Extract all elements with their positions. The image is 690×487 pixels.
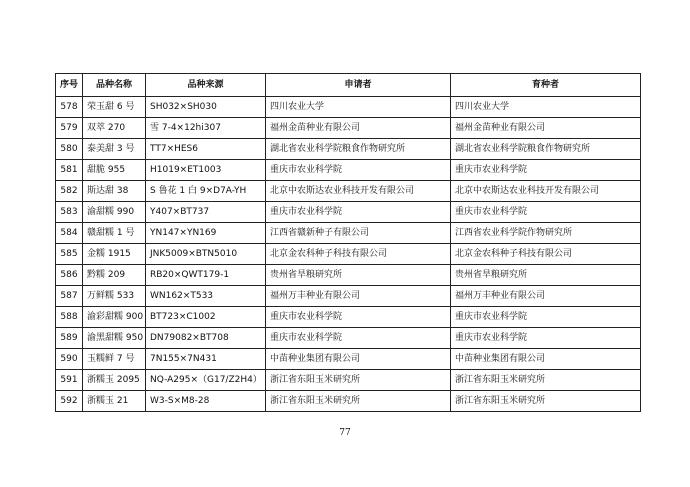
cell-name: 泰美甜 3 号: [83, 139, 146, 160]
cell-source: DN79082×BT708: [146, 328, 266, 349]
cell-source: YN147×YN169: [146, 223, 266, 244]
table-row: [56, 139, 641, 160]
cell-breeder: 北京金农科种子科技有限公司: [451, 244, 641, 265]
cell-breeder: 重庆市农业科学院: [451, 160, 641, 181]
cell-applicant: 福州万丰种业有限公司: [266, 286, 451, 307]
table-row: [56, 286, 641, 307]
cell-applicant: 福州金苗种业有限公司: [266, 118, 451, 139]
cell-applicant: 重庆市农业科学院: [266, 328, 451, 349]
cell-breeder: 浙江省东阳玉米研究所: [451, 370, 641, 391]
cell-applicant: 四川农业大学: [266, 97, 451, 118]
header-applicant: 申请者: [266, 74, 451, 97]
cell-name: 渝甜糯 990: [83, 202, 146, 223]
header-name: 品种名称: [83, 74, 146, 97]
cell-name: 斯达甜 38: [83, 181, 146, 202]
cell-source: NQ-A295×（G17/Z2H4）: [146, 370, 266, 391]
cell-breeder: 重庆市农业科学院: [451, 307, 641, 328]
cell-name: 浙糯玉 21: [83, 391, 146, 412]
table-row: [56, 244, 641, 265]
table-row: [56, 307, 641, 328]
cell-breeder: 湖北省农业科学院粮食作物研究所: [451, 139, 641, 160]
cell-source: TT7×HES6: [146, 139, 266, 160]
table-row: [56, 97, 641, 118]
table-row: [56, 181, 641, 202]
cell-source: 雪 7-4×12hi307: [146, 118, 266, 139]
cell-no: 587: [56, 286, 83, 307]
cell-no: 590: [56, 349, 83, 370]
cell-no: 583: [56, 202, 83, 223]
table-row: [56, 391, 641, 412]
cell-source: S 鲁花 1 白 9×D7A-YH: [146, 181, 266, 202]
table-row: [56, 160, 641, 181]
cell-breeder: 福州万丰种业有限公司: [451, 286, 641, 307]
cell-no: 591: [56, 370, 83, 391]
cell-breeder: 四川农业大学: [451, 97, 641, 118]
table-row: [56, 328, 641, 349]
cell-breeder: 中苗种业集团有限公司: [451, 349, 641, 370]
cell-applicant: 重庆市农业科学院: [266, 202, 451, 223]
cell-source: Y407×BT737: [146, 202, 266, 223]
table-header-row: [56, 74, 641, 97]
variety-table: [55, 73, 641, 412]
cell-breeder: 北京中农斯达农业科技开发有限公司: [451, 181, 641, 202]
cell-no: 580: [56, 139, 83, 160]
cell-name: 金糯 1915: [83, 244, 146, 265]
cell-no: 592: [56, 391, 83, 412]
cell-name: 赣甜糯 1 号: [83, 223, 146, 244]
cell-source: BT723×C1002: [146, 307, 266, 328]
cell-no: 579: [56, 118, 83, 139]
table-row: [56, 118, 641, 139]
cell-name: 双萃 270: [83, 118, 146, 139]
cell-name: 渝彩甜糯 900: [83, 307, 146, 328]
cell-applicant: 浙江省东阳玉米研究所: [266, 391, 451, 412]
cell-no: 589: [56, 328, 83, 349]
cell-no: 578: [56, 97, 83, 118]
cell-source: H1019×ET1003: [146, 160, 266, 181]
cell-name: 浙糯玉 2095: [83, 370, 146, 391]
cell-breeder: 江西省农业科学院作物研究所: [451, 223, 641, 244]
cell-no: 586: [56, 265, 83, 286]
cell-no: 581: [56, 160, 83, 181]
table-row: [56, 349, 641, 370]
cell-name: 荣玉甜 6 号: [83, 97, 146, 118]
cell-name: 玉糯鲜 7 号: [83, 349, 146, 370]
cell-name: 黔糯 209: [83, 265, 146, 286]
cell-no: 582: [56, 181, 83, 202]
cell-source: 7N155×7N431: [146, 349, 266, 370]
table-row: [56, 223, 641, 244]
cell-applicant: 江西省赣新种子有限公司: [266, 223, 451, 244]
cell-applicant: 重庆市农业科学院: [266, 307, 451, 328]
cell-source: W3-S×M8-28: [146, 391, 266, 412]
table-row: [56, 202, 641, 223]
cell-no: 584: [56, 223, 83, 244]
cell-applicant: 湖北省农业科学院粮食作物研究所: [266, 139, 451, 160]
table-row: [56, 265, 641, 286]
table-row: [56, 370, 641, 391]
cell-breeder: 重庆市农业科学院: [451, 328, 641, 349]
page-number: 77: [339, 428, 351, 438]
cell-applicant: 中苗种业集团有限公司: [266, 349, 451, 370]
cell-applicant: 浙江省东阳玉米研究所: [266, 370, 451, 391]
header-source: 品种来源: [146, 74, 266, 97]
cell-name: 渝黑甜糯 950: [83, 328, 146, 349]
cell-applicant: 重庆市农业科学院: [266, 160, 451, 181]
cell-name: 万鲜糯 533: [83, 286, 146, 307]
cell-name: 甜脆 955: [83, 160, 146, 181]
header-breeder: 育种者: [451, 74, 641, 97]
cell-source: JNK5009×BTN5010: [146, 244, 266, 265]
cell-breeder: 贵州省旱粮研究所: [451, 265, 641, 286]
cell-no: 585: [56, 244, 83, 265]
cell-source: RB20×QWT179-1: [146, 265, 266, 286]
cell-source: SH032×SH030: [146, 97, 266, 118]
cell-breeder: 重庆市农业科学院: [451, 202, 641, 223]
cell-breeder: 浙江省东阳玉米研究所: [451, 391, 641, 412]
cell-no: 588: [56, 307, 83, 328]
cell-applicant: 北京中农斯达农业科技开发有限公司: [266, 181, 451, 202]
cell-applicant: 北京金农科种子科技有限公司: [266, 244, 451, 265]
header-no: 序号: [56, 74, 83, 97]
cell-applicant: 贵州省旱粮研究所: [266, 265, 451, 286]
cell-breeder: 福州金苗种业有限公司: [451, 118, 641, 139]
cell-source: WN162×T533: [146, 286, 266, 307]
